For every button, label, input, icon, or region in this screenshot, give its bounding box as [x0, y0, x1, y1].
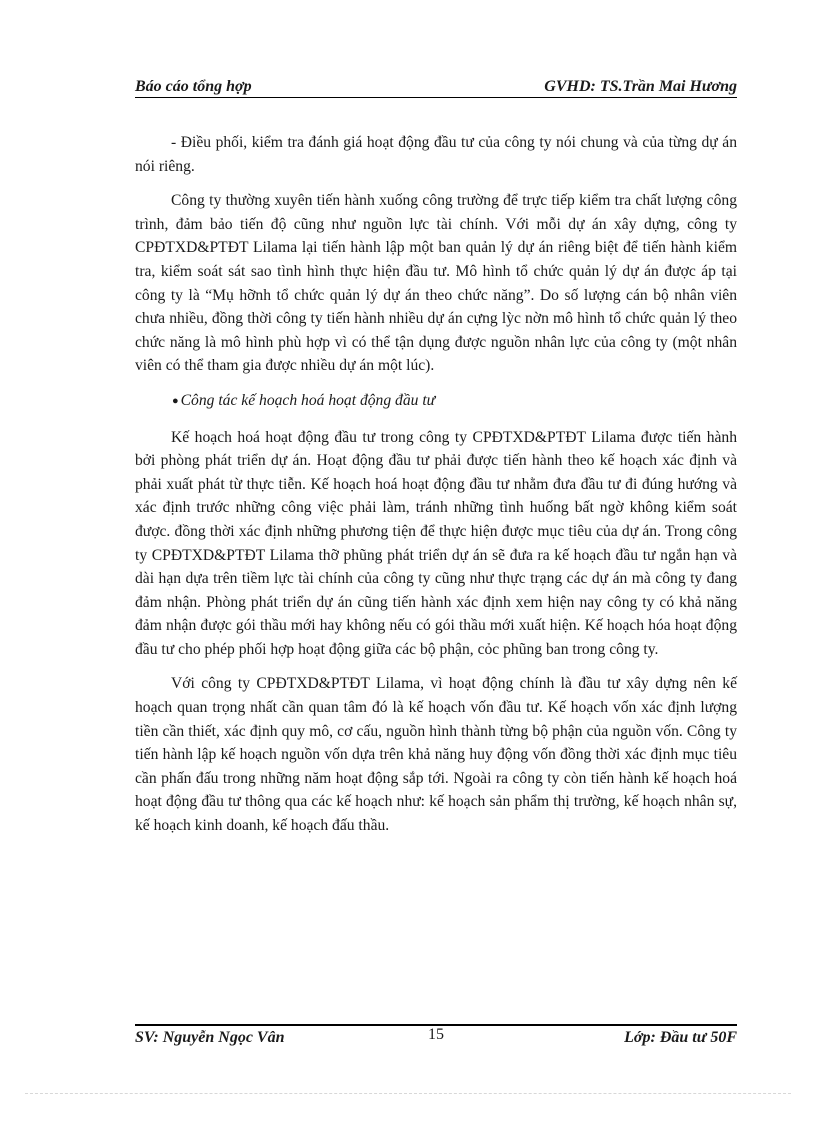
paragraph-site-inspection: Công ty thường xuyên tiến hành xuống công trường để trực tiếp kiểm tra chất lượng công trình, đảm bảo tiến độ cũng như nguồn lực tài chính. Với mỗi dự án xây dựng, công ty CPĐTXD&PTĐT Lilama lại tiến hành lập một ban quản lý dự án riêng biệt để tiến hành kiểm tra, kiểm soát sát sao tình hình thực hiện đầu tư. Mô hình tổ chức quản lý dự án được áp tại công ty là “Mụ hỡnh tổ chức quản lý dự án theo chức năng”. Do số lượng cán bộ nhân viên chưa nhiều, đồng thời công ty tiến hành nhiều dự án cựng lỳc nờn mô hình tổ chức quản lý theo chức năng là mô hình phù hợp vì có thể tận dụng được nguồn nhân lực của công ty (một nhân viên có thể tham gia được nhiều dự án một lúc).: [135, 192, 737, 375]
page-edge: [25, 1093, 791, 1094]
header-rule: [135, 97, 737, 98]
header-supervisor: GVHD: TS.Trần Mai Hương: [544, 78, 737, 95]
paragraph-coordination: - Điều phối, kiểm tra đánh giá hoạt động đầu tư của công ty nói chung và của từng dự án nói riêng.: [135, 134, 737, 175]
page-number: 15: [428, 1026, 444, 1043]
footer-class: Lớp: Đầu tư 50F: [624, 1029, 737, 1046]
header-report-title: Báo cáo tổng hợp: [135, 78, 252, 95]
section-heading-investment-planning: [135, 389, 737, 415]
page-footer: [135, 1026, 737, 1048]
page-header: [135, 74, 737, 96]
bullet-icon: ●: [172, 394, 179, 407]
footer-student-name: SV: Nguyễn Ngọc Vân: [135, 1029, 285, 1046]
paragraph-planning: Kế hoạch hoá hoạt động đầu tư trong công ty CPĐTXD&PTĐT Lilama được tiến hành bởi phòng phát triển dự án. Hoạt động đầu tư phải được tiến hành theo kế hoạch xác định và phải xuất phát từ thực tiễn. Kế hoạch hoá hoạt động đầu tư nhằm đưa đầu tư đi đúng hướng và xác định trước những công việc phải làm, tránh những tình huống bất ngờ không kiểm soát được. đồng thời xác định những phương tiện để thực hiện được mục tiêu của dự án. Trong công ty CPĐTXD&PTĐT Lilama thỡ phũng phát triển dự án sẽ đưa ra kế hoạch đầu tư ngắn hạn và dài hạn dựa trên tiềm lực tài chính của công ty cũng như thực trạng các dự án mà công ty đang đảm nhận. Phòng phát triển dự án cũng tiến hành xác định xem hiện nay công ty có khả năng đảm nhận được gói thầu mới hay không nếu có gói thầu mới xuất hiện. Kế hoạch hóa hoạt động đầu tư cho phép phối hợp hoạt động giữa các bộ phận, cỏc phũng ban trong công ty.: [135, 428, 737, 658]
section-heading-text: Công tác kế hoạch hoá hoạt động đầu tư: [180, 391, 436, 409]
paragraph-capital-plan: Với công ty CPĐTXD&PTĐT Lilama, vì hoạt động chính là đầu tư xây dựng nên kế hoạch quan trọng nhất cần quan tâm đó là kế hoạch vốn đầu tư. Kế hoạch vốn xác định lượng tiền cần thiết, xác định quy mô, cơ cấu, nguồn hình thành từng bộ phận của nguồn vốn. Công ty tiến hành lập kế hoạch nguồn vốn dựa trên khả năng huy động vốn đồng thời xác định mục tiêu cần phấn đấu trong những năm hoạt động sắp tới. Ngoài ra công ty còn tiến hành kế hoạch hoá hoạt động đầu tư thông qua các kế hoạch như: kế hoạch sản phẩm thị trường, kế hoạch nhân sự, kế hoạch kinh doanh, kế hoạch đấu thầu.: [135, 675, 737, 835]
page-body: [135, 131, 737, 838]
